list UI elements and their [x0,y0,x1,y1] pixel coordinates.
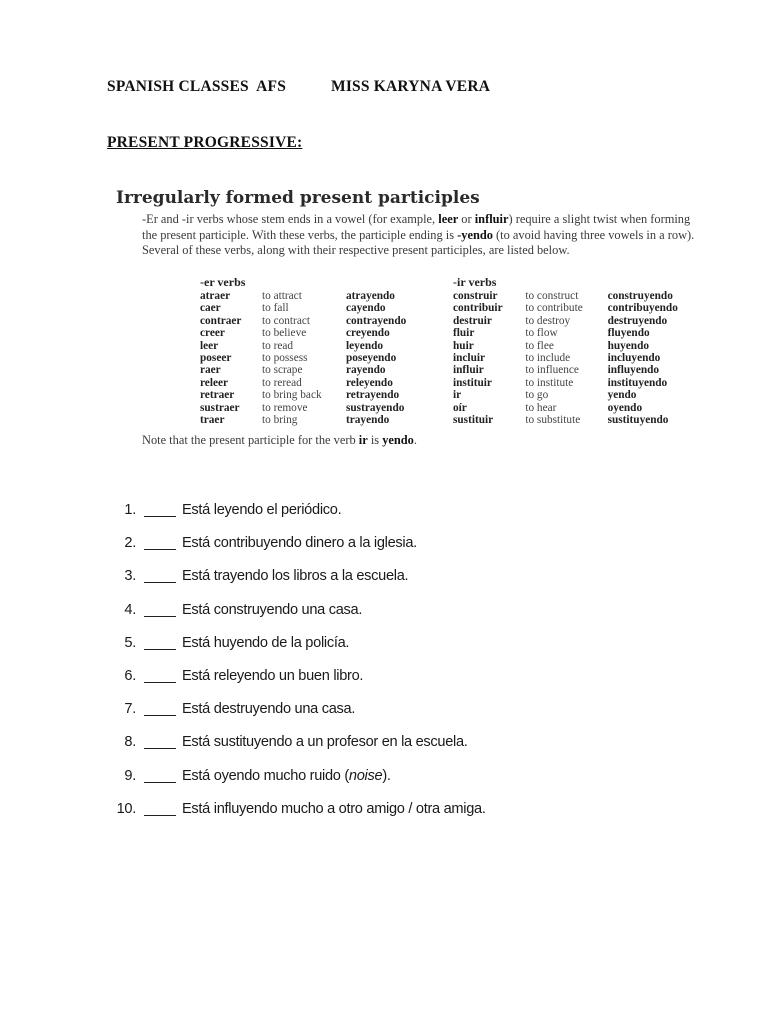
ir-verb-row [453,290,697,302]
er-verb-meaning: to attract [262,290,302,302]
er-verb-row [200,340,446,352]
ir-verb-row [453,340,697,352]
intro-text: (to avoid having three vowels in a row). Several of these verbs, along with their respective present participles, are listed below. [142,227,695,258]
er-verb-participle: sustrayendo [346,401,405,414]
exercise-number: 5. [124,634,136,651]
answer-blank[interactable] [144,516,176,517]
exercise-sentence-end: ). [382,767,391,784]
ir-verb-meaning: to flow [525,327,558,340]
er-verb-verb: poseer [200,352,232,365]
exercise-sentence [182,568,408,584]
er-verb-meaning: to read [262,339,294,352]
note-part: . [413,433,417,447]
exercise-number: 4. [124,601,136,618]
ir-verb-verb: incluir [453,352,486,365]
ir-verb-meaning: to go [525,389,549,402]
exercise-number: 7. [124,701,136,718]
ir-verb-row [453,414,697,426]
ir-verb-row [453,364,697,376]
er-verb-row [200,302,446,314]
intro-text: ) require a slight twist when forming the present participle. With these verbs, the participle ending is [142,212,691,242]
er-verb-verb: atraer [200,290,231,302]
ir-verb-verb: construir [453,290,498,302]
ir-verb-meaning: to hear [525,401,557,414]
note-part: Note that the present participle for the verb [142,433,359,447]
er-verb-row [200,290,446,302]
er-verbs-table [200,290,446,426]
exercise-sentence [182,734,468,750]
ir-verb-participle: construyendo [607,290,673,302]
er-verb-participle: releyendo [346,376,393,389]
ir-verb-participle: destruyendo [607,314,668,327]
ir-verbs-label: -ir verbs [453,275,497,289]
answer-blank[interactable] [144,748,176,749]
er-verb-row [200,377,446,389]
box-title: Irregularly formed present participles [116,188,480,208]
er-verb-participle: leyendo [346,339,384,352]
answer-blank[interactable] [144,549,176,550]
section-title: PRESENT PROGRESSIVE: [107,134,303,151]
ir-verb-participle: sustituyendo [607,414,669,427]
er-verb-verb: contraer [200,314,242,327]
header-teacher: MISS KARYNA VERA [331,78,491,95]
exercise-sentence-text: Está construyendo una casa. [182,601,363,618]
er-verb-meaning: to believe [262,327,307,340]
er-verb-row [200,327,446,339]
ir-verb-participle: instituyendo [607,376,668,389]
ir-verb-verb: destruir [453,314,492,327]
ir-verb-meaning: to influence [525,364,579,377]
exercise-sentence [182,635,349,651]
ir-verb-meaning: to contribute [525,302,583,315]
exercise-sentence-text: Está trayendo los libros a la escuela. [182,568,409,585]
ir-verb-participle: contribuyendo [607,302,678,315]
ir-verb-verb: fluir [453,327,475,340]
er-verbs-label: -er verbs [200,275,246,289]
note-verb-ir: ir [358,433,368,447]
er-verb-meaning: to bring back [262,389,322,402]
er-verb-participle: rayendo [346,364,386,377]
exercise-number: 1. [124,502,136,518]
exercise-number: 8. [124,734,136,751]
exercise-sentence-text: Está leyendo el periódico. [182,502,342,518]
answer-blank[interactable] [144,715,176,716]
er-verb-verb: sustraer [200,401,240,414]
ir-verb-meaning: to flee [525,339,554,352]
answer-blank[interactable] [144,815,176,816]
ir-verb-verb: huir [453,339,474,352]
ir-verb-meaning: to construct [525,290,579,302]
er-verb-row [200,389,446,401]
er-verb-meaning: to scrape [262,364,303,377]
ir-verb-participle: huyendo [607,339,650,352]
answer-blank[interactable] [144,782,176,783]
ir-verb-row [453,402,697,414]
intro-example-leer: leer [438,212,459,226]
ir-verb-row [453,389,697,401]
ir-verb-participle: fluyendo [607,327,650,340]
er-verb-meaning: to contract [262,314,310,327]
er-verb-verb: retraer [200,389,235,402]
ir-verb-row [453,327,697,339]
er-verb-participle: atrayendo [346,290,395,302]
exercise-sentence-text: Está huyendo de la policía. [182,634,350,651]
ir-verb-participle: incluyendo [607,352,661,365]
exercise-sentence [182,668,363,684]
ir-verbs-table [453,290,697,426]
answer-blank[interactable] [144,582,176,583]
er-verb-meaning: to reread [262,376,302,389]
er-verb-verb: releer [200,376,229,389]
exercise-number: 10. [116,800,136,817]
ir-verb-meaning: to include [525,352,571,365]
er-verb-verb: traer [200,414,225,427]
exercise-sentence [182,801,486,817]
exercise-sentence-text: Está influyendo mucho a otro amigo / otra amiga. [182,800,486,817]
exercise-sentence-text: Está sustituyendo a un profesor en la escuela. [182,734,468,751]
exercise-number: 6. [124,667,136,684]
er-verb-participle: creyendo [346,327,390,340]
ir-verb-meaning: to institute [525,376,574,389]
exercise-number: 3. [124,568,136,585]
er-verb-participle: cayendo [346,302,386,315]
exercise-sentence-text: Está releyendo un buen libro. [182,667,364,684]
ir-verb-row [453,315,697,327]
ir-verb-row [453,302,697,314]
ir-verb-meaning: to destroy [525,314,571,327]
note-text [142,433,417,448]
exercise-gloss: noise [348,767,383,784]
er-verb-verb: caer [200,302,221,315]
er-verb-meaning: to fall [262,302,289,315]
er-verb-participle: poseyendo [346,352,397,365]
exercise-sentence [182,701,355,717]
note-participle-yendo: yendo [382,433,414,447]
exercise-sentence-text: Está destruyendo una casa. [182,701,356,718]
participles-reference-box [112,186,697,456]
er-verb-verb: creer [200,327,225,340]
er-verb-verb: leer [200,339,219,352]
ir-verb-participle: yendo [607,389,637,402]
intro-text: or [458,212,475,226]
ir-verb-verb: contribuir [453,302,503,315]
exercise-sentence [182,502,341,518]
intro-ending-yendo: -yendo [457,227,493,242]
ir-verb-verb: oír [453,401,467,414]
ir-verb-verb: ir [453,389,462,402]
ir-verb-meaning: to substitute [525,414,581,427]
er-verb-row [200,364,446,376]
er-verb-row [200,414,446,426]
ir-verb-participle: oyendo [607,401,643,414]
ir-verb-verb: influir [453,364,484,377]
er-verb-participle: contrayendo [346,314,407,327]
er-verb-verb: raer [200,364,221,377]
answer-blank[interactable] [144,616,176,617]
er-verb-row [200,352,446,364]
intro-text: -Er and -ir verbs whose stem ends in a vowel (for example, [142,212,439,226]
ir-verb-row [453,377,697,389]
er-verb-row [200,402,446,414]
answer-blank[interactable] [144,682,176,683]
ir-verb-verb: sustituir [453,414,494,427]
exercise-sentence-text: Está contribuyendo dinero a la iglesia. [182,535,417,552]
er-verb-participle: trayendo [346,414,390,427]
er-verb-participle: retrayendo [346,389,400,402]
exercise-sentence [182,535,417,551]
ir-verb-row [453,352,697,364]
er-verb-row [200,315,446,327]
intro-example-influir: influir [474,212,509,226]
ir-verb-verb: instituir [453,376,492,389]
ir-verb-participle: influyendo [607,364,660,377]
note-part: is [367,433,383,447]
exercise-number: 2. [124,535,136,552]
er-verb-meaning: to bring [262,414,298,427]
exercise-sentence [182,602,362,618]
exercise-sentence [182,768,391,784]
er-verb-meaning: to remove [262,401,308,414]
exercise-sentence-text: Está oyendo mucho ruido ( [182,767,349,784]
answer-blank[interactable] [144,649,176,650]
header-school: SPANISH CLASSES AFS [107,78,287,95]
intro-paragraph [142,212,698,259]
er-verb-meaning: to possess [262,352,308,365]
exercise-number: 9. [124,767,136,784]
